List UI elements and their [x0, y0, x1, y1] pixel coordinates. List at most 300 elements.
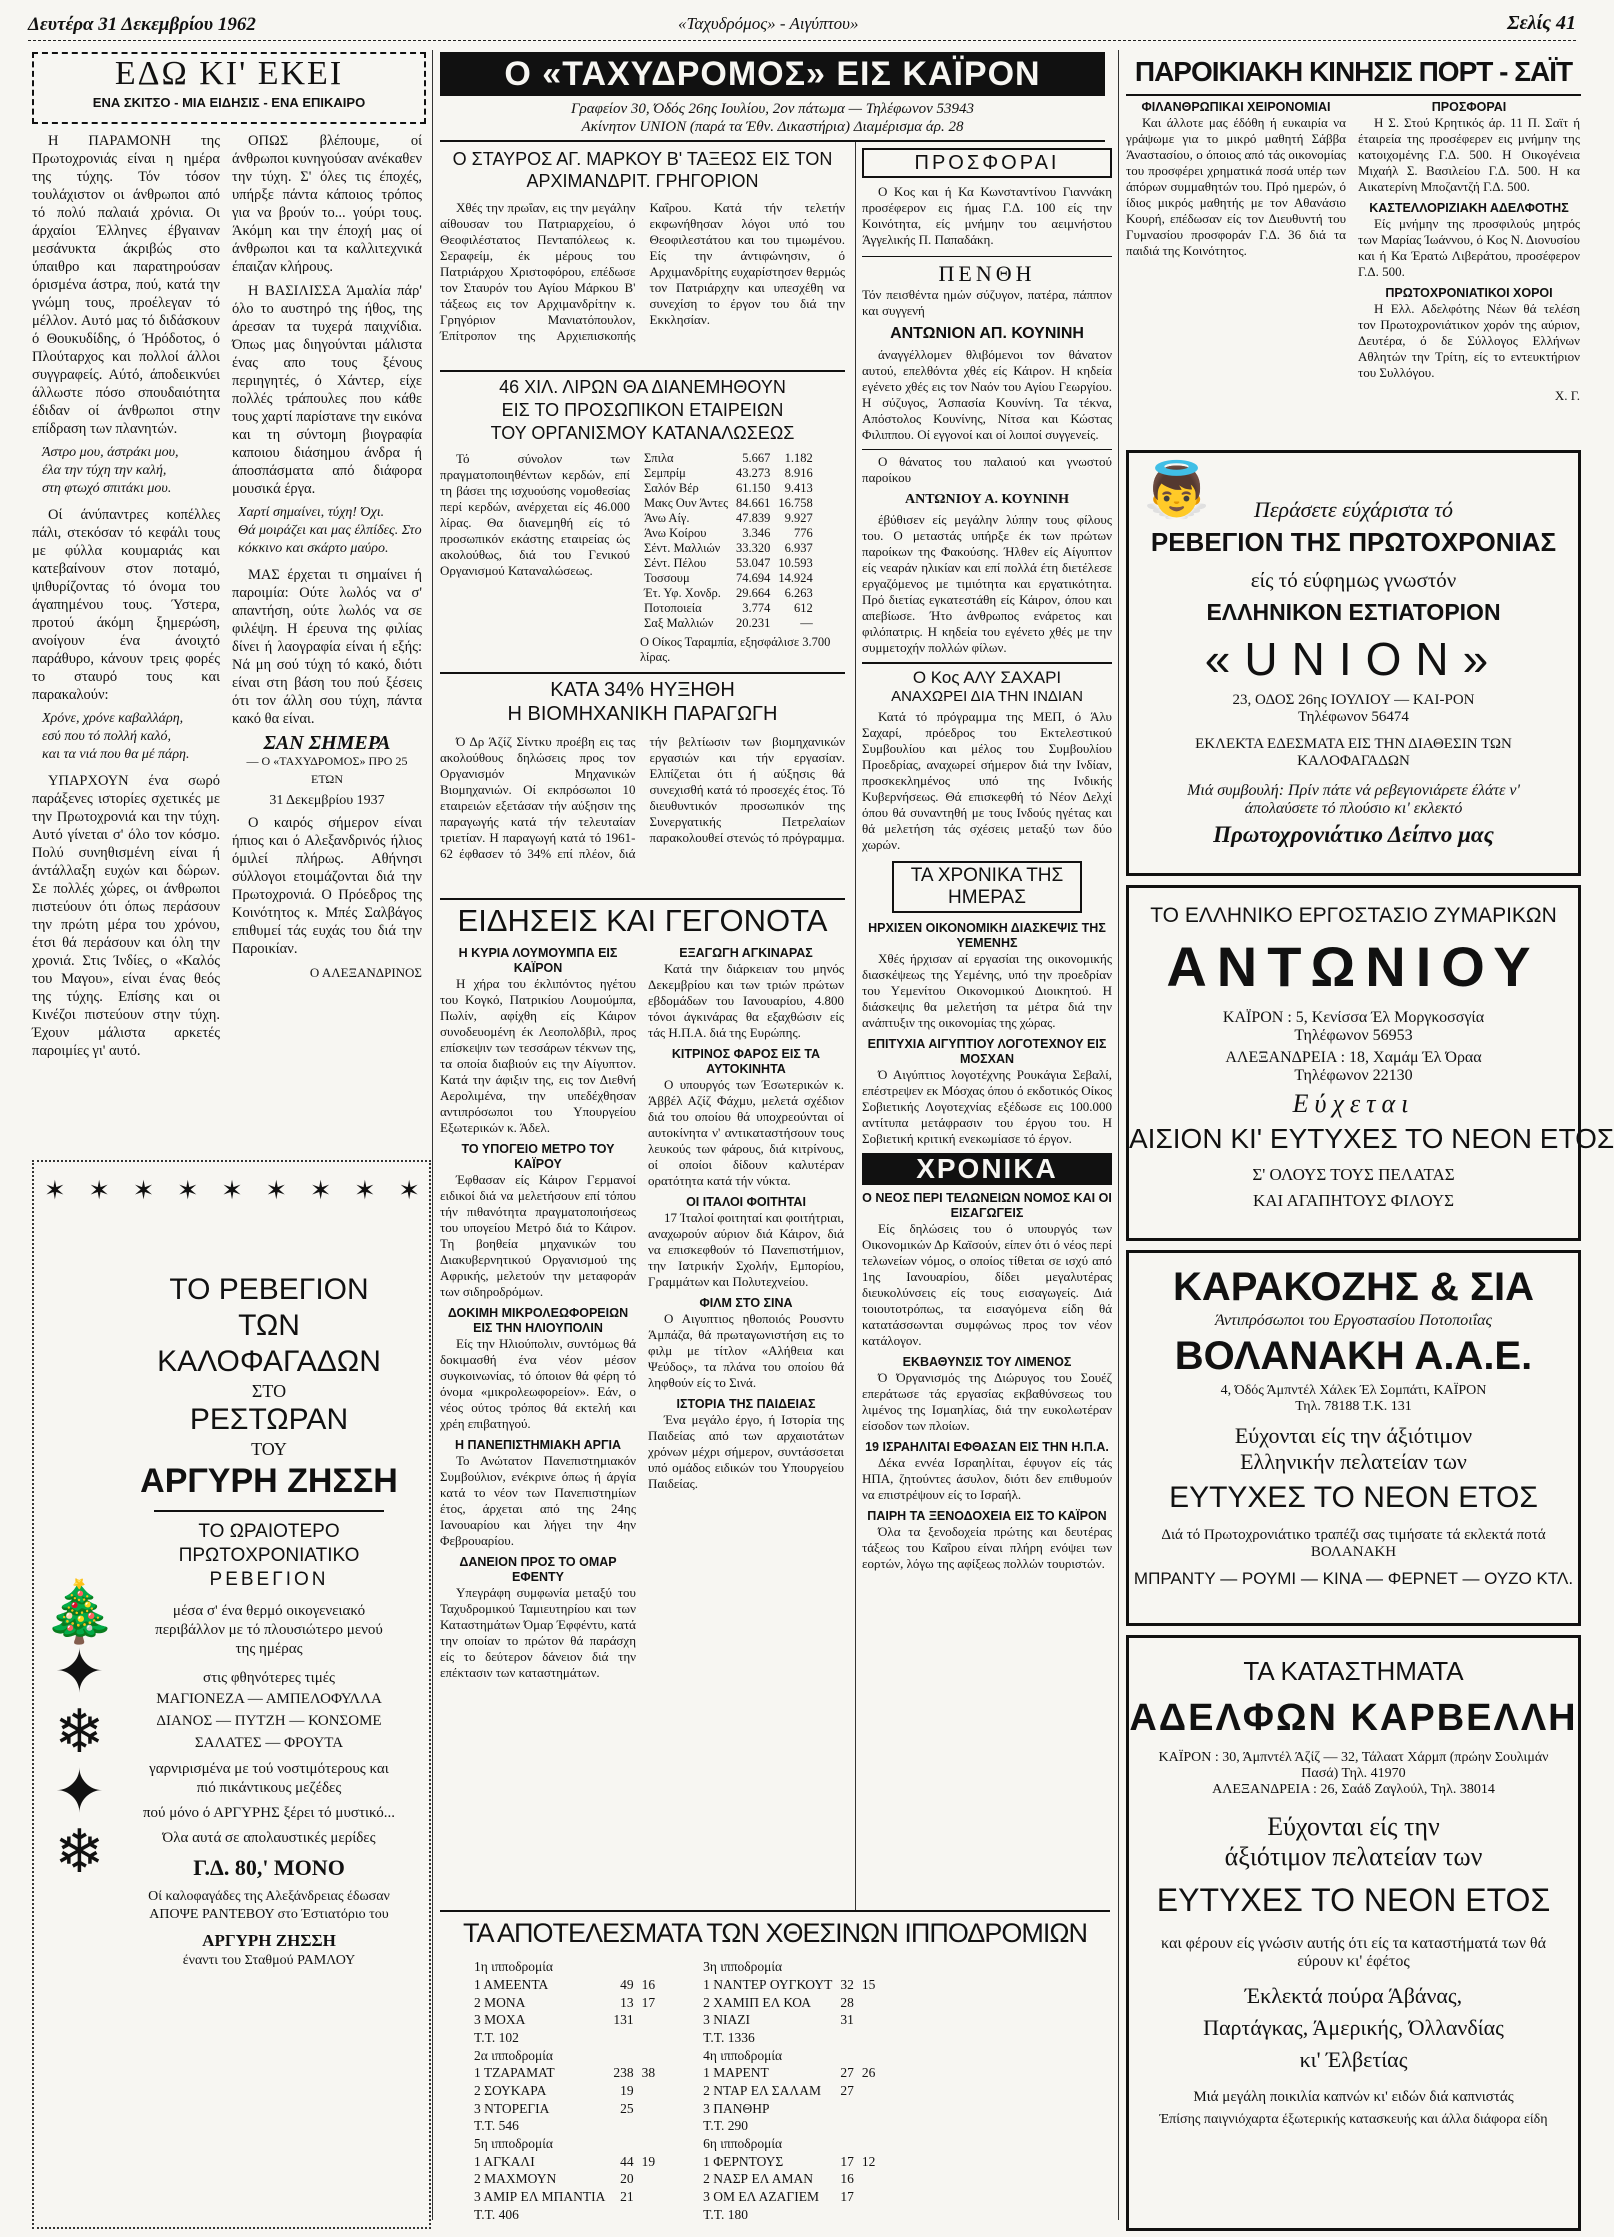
paragraph: Ο Κος και ή Κα Κωνσταντίνου Γιαννάκη προσέφερον εις ήμας Γ.Δ. 100 είς την Κοινότητα, είς μνήμην του αειμνήστου Άγγελικής Π. Παπαδάκη.: [862, 184, 1112, 247]
table-cell: 3 ΝΤΟΡΕΓΙΑ: [474, 2100, 550, 2116]
ad-line: Έπίσης παιγνιόχαρτα έξωτερικής κατασκευής και άλλα διάφορα είδη: [1159, 2112, 1548, 2127]
race-row: [470, 2205, 659, 2223]
race-row: [699, 2011, 879, 2029]
table-cell: 27: [840, 2082, 854, 2098]
news-headline: Ο ΝΕΟΣ ΠΕΡΙ ΤΕΛΩΝΕΙΩΝ ΝΟΜΟΣ ΚΑΙ ΟΙ ΕΙΣΑΓΩΓΕΙΣ: [862, 1191, 1112, 1220]
lira-row: [640, 496, 817, 511]
table-cell: 9.927: [784, 511, 813, 525]
ad-line: Εύχονται είς την άξιότιμον: [1234, 1423, 1473, 1448]
news-headline: ΤΟ ΥΠΟΓΕΙΟ ΜΕΤΡΟ ΤΟΥ ΚΑΪΡΟΥ: [461, 1142, 615, 1171]
table-cell: 2 ΧΑΜΙΠ ΕΛ ΚΟΑ: [703, 1994, 812, 2010]
table-cell: [609, 2117, 637, 2135]
news-section-title: ΕΙΔΗΣΕΙΣ ΚΑΙ ΓΕΓΟΝΟΤΑ: [457, 903, 828, 938]
news-items: [440, 946, 845, 1680]
news-col-right: [648, 946, 844, 1687]
lira-row: [640, 451, 817, 466]
lira-row: [640, 616, 817, 631]
ad-line: ΣΑΛΑΤΕΣ — ΦΡΟΥΤΑ: [194, 1735, 344, 1751]
ad-brand: «UNION»: [1204, 633, 1503, 685]
news-headline: ΠΑΙΡΗ ΤΑ ΞΕΝΟΔΟΧΕΙΑ ΕΙΣ ΤΟ ΚΑΪΡΟΝ: [867, 1509, 1107, 1523]
table-cell: 6.263: [784, 586, 813, 600]
ad-line: Έκλεκτά πούρα Άβάνας,: [1244, 1983, 1463, 2008]
ad-line: ΤΟ ΩΡΑΙΟΤΕΡΟ: [198, 1521, 340, 1542]
paragraph: Ό Δρ Άζίζ Σίντκυ προέβη εις τας ακολούθους δηλώσεις προς τον Οργανισμόν Μηχανικών Βιομηχανιών. Οί εκπρόσωποι 10 εταιρειών εξετάσαν τήν αύξησιν της παραγωγής κατά τήν τελευταίαν τριετίαν. Η παραγωγή κατά τό 1961-62 έφθασεν τό 34% επί πλέον, διά τήν βελτίωσιν των βιομηχανικών εργασιών και τήν εργασίαν. Ελπίζεται ότι ή αύξησις θά συνεχισθή κατά τό προσεχές έτος. Τό διευθυντικόν προσωπικόν της Συνεργατικής Πετρελαίων παρακολουθεί στενώς τό πρόγραμμα.: [440, 734, 845, 861]
table-cell: Μακς Ουν Άντες: [644, 496, 729, 510]
race-row: [699, 2188, 879, 2206]
poem-line: και τα νιά που θα μέ πάρη.: [42, 747, 190, 762]
race-row: [699, 2205, 879, 2223]
races-results: [470, 1958, 1090, 2223]
news-headline: ΚΙΤΡΙΝΟΣ ΦΑΡΟΣ ΕΙΣ ΤΑ ΑΥΤΟΚΙΝΗΤΑ: [671, 1047, 821, 1076]
table-cell: [638, 2046, 660, 2064]
article-body: [862, 184, 1112, 248]
table-cell: Σέντ. Πέλου: [644, 556, 707, 570]
news-headline: ΚΑΣΤΕΛΛΟΡΙΖΙΑΚΗ ΑΔΕΛΦΟΤΗΣ: [1369, 201, 1569, 215]
race-row: [470, 2135, 659, 2153]
ad-reveillon-zissis: [32, 1160, 431, 2229]
poem-line: Θά μοιράζει και μας έλπίδες. Στο: [238, 523, 422, 538]
race-row: [470, 2011, 659, 2029]
ad-line: Οί καλοφαγάδες της Αλεξάνδρειας έδωσαν ΑΠΟΨΕ ΡΑΝΤΕΒΟΥ στο Έστιατόριο του: [148, 1889, 390, 1922]
table-cell: [638, 2029, 660, 2047]
ad-line: ΤΟ ΡΕΒΕΓΙΟΝ: [169, 1273, 369, 1306]
table-cell: [858, 2046, 880, 2064]
lira-note: Ο Οίκος Ταραμπία, εξησφάλισε 3.700 λίρας.: [640, 635, 831, 664]
poem-line: εσύ που τό πολλή καλό,: [42, 729, 172, 744]
port-said-banner: [1126, 52, 1581, 92]
news-headline: ΟΙ ΙΤΑΛΟΙ ΦΟΙΤΗΤΑΙ: [686, 1195, 806, 1209]
col3: [862, 148, 1112, 1908]
news-headline: ΦΙΛΜ ΣΤΟ ΣΙΝΑ: [699, 1296, 793, 1310]
race-row: [699, 1993, 879, 2011]
article-headline: Ο Κος ΑΛΥ ΣΑΧΑΡΙ: [862, 662, 1112, 688]
table-cell: Άνω Αίγ.: [644, 511, 690, 525]
table-cell: [638, 2135, 660, 2153]
table-cell: 61.150: [736, 481, 771, 495]
race-row: [699, 2099, 879, 2117]
table-cell: [836, 2046, 858, 2064]
news-headline: ΙΣΤΟΡΙΑ ΤΗΣ ΠΑΙΔΕΙΑΣ: [676, 1397, 816, 1411]
ad-line: ΠΡΩΤΟΧΡΟΝΙΑΤΙΚΟ: [178, 1545, 360, 1566]
paragraph: Υπεγράφη συμφωνία μεταξύ του Ταχυδρομικού Ταμιευτηρίου και των Καταστημάτων Όμαρ Έφφέντυ, κατά την οποίαν το πρώτον θά παράσχη είς το δεύτερον δάνειον διά την επέκτασιν των καταστημάτων.: [440, 1585, 636, 1680]
news-headline: ΠΡΟΣΦΟΡΑΙ: [1431, 100, 1507, 114]
poem-line: Χρόνε, χρόνε καβαλλάρη,: [42, 711, 184, 726]
table-cell: 2 ΝΑΣΡ ΕΛ ΑΜΑΝ: [703, 2171, 814, 2187]
table-cell: 1η ιπποδρομία: [474, 1959, 553, 1975]
section-title: ΠΕΝΘΗ: [862, 256, 1112, 287]
lira-row: [640, 481, 817, 496]
race-row: [470, 2082, 659, 2100]
paper-name: «Ταχυδρόμος» - Αιγύπτου»: [678, 14, 859, 33]
table-cell: 612: [794, 601, 813, 615]
news-headline: ΠΡΩΤΟΧΡΟΝΙΑΤΙΚΟΙ ΧΟΡΟΙ: [1385, 286, 1553, 300]
ad-brand: ΒΟΛΑΝΑΚΗ Α.Α.Ε.: [1174, 1334, 1533, 1378]
ad-line: ΑΡΓΥΡΗ ΖΗΣΣΗ: [140, 1462, 398, 1500]
lira-row: [640, 586, 817, 601]
ad-line: Διά τό Πρωτοχρονιάτικο τραπέζι σας τιμήσατε τά εκλεκτά ποτά ΒΟΛΑΝΑΚΗ: [1161, 1527, 1546, 1560]
table-cell: 6η ιπποδρομία: [703, 2135, 783, 2151]
table-cell: 10.593: [778, 556, 813, 570]
table-cell: 17: [641, 1994, 656, 2010]
news-headline: ΕΚΒΑΘΥΝΣΙΣ ΤΟΥ ΛΙΜΕΝΟΣ: [902, 1355, 1072, 1369]
table-cell: [858, 2205, 880, 2223]
race-row: [470, 1976, 659, 1994]
table-cell: [609, 2135, 637, 2153]
ad-line: ΑΙΣΙΟΝ ΚΙ' ΕΥΤΥΧΕΣ ΤΟ ΝΕΟΝ ΕΤΟΣ: [1129, 1123, 1614, 1154]
table-cell: 21: [620, 2188, 634, 2204]
table-cell: 17: [840, 2153, 854, 2169]
news-headline: ΦΙΛΑΝΘΡΩΠΙΚΑΙ ΧΕΙΡΟΝΟΜΙΑΙ: [1141, 100, 1331, 114]
table-cell: 16: [641, 1976, 656, 1992]
table-cell: [836, 2205, 858, 2223]
table-cell: 8.916: [784, 466, 813, 480]
col1-left-text: [32, 132, 220, 1066]
today-subtitle: — Ο «ΤΑΧΥΔΡΟΜΟΣ» ΠΡΟ 25 ΕΤΩΝ: [246, 754, 408, 786]
xronika-logo: ΧΡΟΝΙΚΑ: [862, 1153, 1112, 1185]
table-cell: [858, 2099, 880, 2117]
paragraph: Κατά τό πρόγραμμα της ΜΕΠ, ό Άλυ Σαχαρί, πρόεδρος του Εκτελεστικού Συμβουλίου και μέλος του Συμβουλίου Προεδρίας, αναχωρεί σήμερον διά την Ινδίαν, προσκεκλημένος υπό της Ινδικής Κυβερνήσεως. Θά επισκεφθή τό Νέον Δελχί όπου θά συναντηθή με τους Ινδούς ηγέτας και θά μελετήση τάς σχέσεις μεταξύ των δύο χωρών.: [862, 709, 1112, 852]
table-cell: 1.182: [784, 451, 813, 465]
news-headline: 19 ΙΣΡΑΗΛΙΤΑΙ ΕΦΘΑΣΑΝ ΕΙΣ ΤΗΝ Η.Π.Α.: [865, 1440, 1109, 1454]
article-lira: [440, 376, 845, 666]
ad-union-restaurant: [1126, 450, 1581, 876]
table-cell: 1 ΑΓΚΑΛΙ: [474, 2153, 535, 2169]
paragraph: Τόν πεισθέντα ημών σύζυγον, πατέρα, πάππον και συγγενή: [862, 287, 1112, 318]
table-cell: 17: [840, 2188, 854, 2204]
ad-line: 4, Όδός Άμπντέλ Χάλεκ Έλ Σομπάτι, ΚΑΪΡΟΝ: [1220, 1383, 1487, 1398]
news-headline: Η ΠΑΝΕΠΙΣΤΗΜΙΑΚΗ ΑΡΓΙΑ: [455, 1438, 621, 1452]
race-row: [470, 2064, 659, 2082]
table-cell: 5η ιπποδρομία: [474, 2135, 553, 2151]
col1-right-text: [232, 132, 422, 1066]
paragraph: ΜΑΣ έρχεται τι σημαίνει ή παροιμία: Ούτε λωλός να σ' απαντήση, ούτε λωλός να σε φιλέψη. Η έρευνα της φιλίας δίνει ή λαογραφία είναι ή εξής: Νά μη σού τύχη τό κακό, διότι είναι στη βάση του πού ξέσεις ότι τον άλλη σου τύχη, πάντα κακό θα είναι.: [232, 567, 422, 727]
ad-line: Σ' ΟΛΟΥΣ ΤΟΥΣ ΠΕΛΑΤΑΣ: [1252, 1165, 1455, 1184]
ad-line: ΤΑ ΚΑΤΑΣΤΗΜΑΤΑ: [1243, 1656, 1464, 1686]
ad-line: στις φθηνότερες τιμές: [203, 1670, 335, 1686]
news-headline: ΔΟΚΙΜΗ ΜΙΚΡΟΛΕΩΦΟΡΕΙΩΝ ΕΙΣ ΤΗΝ ΗΛΙΟΥΠΟΛΙΝ: [447, 1306, 629, 1335]
ad-line: κι' Έλβετίας: [1299, 2047, 1408, 2072]
table-cell: 13: [620, 1994, 634, 2010]
ad-line: ΚΑΪΡΟΝ : 30, Άμπντέλ Άζίζ — 32, Τάλαατ Χάρμπ (πρώην Σουλιμάν Πασά) Τηλ. 41970: [1158, 1750, 1549, 1781]
table-cell: [609, 1958, 637, 1976]
table-cell: 3 ΝΙΑΖΙ: [703, 2012, 750, 2028]
table-cell: 19: [641, 2153, 656, 2169]
race-row: [470, 2029, 659, 2047]
table-cell: 3 ΠΑΝΘΗΡ: [703, 2100, 770, 2116]
table-cell: [858, 2011, 880, 2029]
table-cell: [858, 2135, 880, 2153]
ad-line: ΚΑΙ ΑΓΑΠΗΤΟΥΣ ΦΙΛΟΥΣ: [1252, 1191, 1455, 1210]
article-body: [440, 734, 845, 862]
paragraph: Χθές ήρχισαν αί εργασίαι της οικονομικής διασκέψεως της Υεμένης, υπό την προεδρίαν του Υεμενίτου Οικονομικού Διοικητού. Η διάσκεψις θα μελετήση τα μέτρα διά την ανάπτυξιν της οικονομίας της χώρας.: [862, 951, 1112, 1030]
table-cell: 29.664: [736, 586, 771, 600]
table-cell: 3.774: [742, 601, 771, 615]
paragraph: Δέκα εννέα Ισραηλίται, έφυγον είς τάς ΗΠΑ, ζητούντες άσυλον, διότι δεν επιθυμούν να επιστρέψουν είς το Ισραήλ.: [862, 1455, 1112, 1502]
paragraph: Η Σ. Στού Κρητικός άρ. 11 Π. Σαϊτ ή έταιρεία της προσέφερεν εις μνήμην της κατοιχομένης Γ.Δ. 500. Η Οικογένεια Μιχαήλ Σ. Βασιλείου Γ.Δ. 500. Η κα Αικατερίνη Μποζαντζή Γ.Δ. 500.: [1358, 115, 1580, 194]
table-cell: [836, 2029, 858, 2047]
ad-line: Μιά μεγάλη ποικιλία καπνών κι' ειδών διά καπνιστάς: [1193, 2089, 1514, 2105]
table-cell: 43.273: [736, 466, 771, 480]
col1-title-box: [32, 52, 426, 124]
table-cell: [858, 1993, 880, 2011]
paragraph: Η χήρα του έκλιπόντος ηγέτου του Κογκό, Πατρικίου Λουμούμπα, Πωλίν, αφίχθη είς Κάιρον συνοδευομένη έκ Λεοπολδβιλ, προς επίσκεψιν των τεσσάρων τέκνων της, τα οποία διαβιούν εις την Αίγυπτον. Κατά την άφιξιν της, εις τον Διεθνή Αερολιμένα, την υπεδέχθησαν αντιπρόσωποι του Υπουργείου Εξωτερικών κ. Άδελ.: [440, 976, 636, 1135]
table-cell: 38: [641, 2065, 656, 2081]
race-row: [699, 2046, 879, 2064]
ad-line: ΕΛΛΗΝΙΚΟΝ ΕΣΤΙΑΤΟΡΙΟΝ: [1206, 599, 1501, 625]
deceased-name: ΑΝΤΩΝΙΟΝ ΑΠ. ΚΟΥΝΙΝΗ: [890, 325, 1084, 342]
ad-line: Πρωτοχρονιάτικο Δείπνο μας: [1213, 822, 1494, 847]
article-headline: Ο ΣΤΑΥΡΟΣ ΑΓ. ΜΑΡΚΟΥ Β' ΤΑΞΕΩΣ ΕΙΣ ΤΟΝ ΑΡΧΙΜΑΝΔΡΙΤ. ΓΡΗΓΟΡΙΟΝ: [452, 149, 833, 191]
table-cell: [858, 1958, 880, 1976]
ad-line: ΤΟΥ: [251, 1439, 287, 1459]
lira-row: [640, 511, 817, 526]
poem: [232, 504, 422, 558]
table-cell: 2 ΣΟΥΚΑΡΑ: [474, 2082, 547, 2098]
news-headline: Η ΚΥΡΙΑ ΛΟΥΜΟΥΜΠΑ ΕΙΣ ΚΑΪΡΟΝ: [458, 946, 618, 975]
ad-line: και φέρουν είς γνώσιν αυτής ότι είς τα καταστήματά των θά εύρουν κι' έφέτος: [1161, 1935, 1546, 1970]
table-cell: 19: [620, 2082, 634, 2098]
ad-line: Τηλ. 78188 Τ.Κ. 131: [1295, 1399, 1412, 1414]
masthead-strip: [28, 10, 1576, 41]
race-row: [470, 2099, 659, 2117]
table-cell: 16.758: [778, 496, 813, 510]
ad-line: ΤΩΝ ΚΑΛΟΦΑΓΑΔΩΝ: [157, 1309, 381, 1378]
table-cell: 6.937: [784, 541, 813, 555]
section-title: ΤΑ ΧΡΟΝΙΚΑ ΤΗΣ ΗΜΕΡΑΣ: [910, 865, 1064, 908]
table-cell: Τ.Τ. 406: [474, 2206, 519, 2222]
table-cell: [638, 2188, 660, 2206]
page-number: Σελίς 41: [1507, 12, 1576, 34]
table-cell: Σαξ Μαλλιών: [644, 616, 714, 630]
race-row: [699, 2170, 879, 2188]
ad-karvelli-stores: [1126, 1635, 1581, 2231]
table-cell: [638, 2082, 660, 2100]
paragraph: Τό σύνολον των πραγματοποιηθέντων κερδών, επί τη βάσει της ισχυούσης νομοθεσίας περί κερδών, ανέρχεται είς 46.000 λίρας. Θα διανεμηθή είς τό προσωπικόν εκάστης εταιρείας ώς ακολούθως, διά του Γενικού Οργανισμού Καταναλώσεως.: [440, 451, 630, 578]
paragraph: Κατά την διάρκειαν του μηνός Δεκεμβρίου και των τριών πρώτων εβδομάδων του Ιανουαρίου, 4.800 τόνοι άγκινάρας θα εξαχθώσιν είς τάς Η.Π.Α. διά της Ευρώπης.: [648, 961, 844, 1040]
table-cell: 4η ιπποδρομία: [703, 2047, 783, 2063]
paragraph: Ο υπουργός των Έσωτερικών κ. Άββέλ Αζίζ Φάχμυ, μελετά σχέδιον διά του οποίου θά υποχρεούνται οί αυτοκίνητα ν' αντικαταστήσουν τους λευκούς των φάρους, διά κιτρίνους, οί οποίοι δίδουν καλυτέραν ορατότητα κατά τήν νύκτα.: [648, 1077, 844, 1188]
article-headline: ΤΟΥ ΟΡΓΑΝΙΣΜΟΥ ΚΑΤΑΝΑΛΩΣΕΩΣ: [490, 423, 795, 443]
lira-distribution-table: [640, 451, 817, 631]
race-row: [470, 2188, 659, 2206]
poem-line: Χαρτί σημαίνει, τύχη! Όχι.: [238, 505, 385, 520]
ad-line: Άντιπρόσωποι του Εργοστασίου Ποτοποιΐας: [1214, 1312, 1493, 1329]
table-cell: 12: [861, 2153, 876, 2169]
paragraph: Είς μνήμην της προσφιλούς μητρός των Μαρίας Ίωάννου, ό Κος Ν. Διονυσίου και ή Κα Έρατώ Λιβεράτου, προσέφερον Γ.Δ. 500.: [1358, 216, 1580, 279]
table-cell: [638, 1958, 660, 1976]
table-cell: 2 ΜΑΧΜΟΥΝ: [474, 2171, 557, 2187]
issue-date: Δευτέρα 31 Δεκεμβρίου 1962: [28, 14, 256, 35]
ad-line: Εύχεται: [1292, 1089, 1415, 1118]
news-headline: ΔΑΝΕΙΟΝ ΠΡΟΣ ΤΟ ΟΜΑΡ ΕΦΕΝΤΥ: [459, 1555, 617, 1584]
table-cell: Άνω Κοίρου: [644, 526, 707, 540]
port-said-news: [1126, 100, 1581, 440]
table-cell: 31: [840, 2012, 854, 2028]
table-cell: [609, 2046, 637, 2064]
ad-line: Παρτάγκας, Άμερικής, Όλλανδίας: [1203, 2015, 1504, 2040]
paragraph: Ό Αιγύπτιος λογοτέχνης Ρουκάγια Σεβαλί, επέστρεψεν εκ Μόσχας όπου ό εκδοτικός Οίκος Σοβιετικής Λογοτεχνίας εξέδωσε εις 100.000 αντίτυπα μετάφρασιν του έργου του. Η Σοβιετική κριτική ενεκωμίασε τό έργον.: [862, 1067, 1112, 1146]
race-row: [699, 2117, 879, 2135]
ad-line: ΣΤΟ: [251, 1381, 287, 1401]
ad-line: ΕΥΤΥΧΕΣ ΤΟ ΝΕΟΝ ΕΤΟΣ: [1156, 1882, 1551, 1918]
race-row: [699, 2082, 879, 2100]
col1-signature: Ο ΑΛΕΞΑΝΔΡΙΝΟΣ: [309, 965, 422, 980]
table-cell: Έτ. Υφ. Χονδρ.: [644, 586, 721, 600]
ad-line: Μιά συμβουλή: Πρίν πάτε νά ρεβεγιονιάρετε έλάτε ν' άπολαύσετε τό πλούσιο κι' εκλεκτό: [1187, 782, 1520, 817]
table-cell: 1 ΦΕΡΝΤΟΥΣ: [703, 2153, 784, 2169]
table-cell: [638, 2170, 660, 2188]
cairo-address-1: Γραφείον 30, Όδός 26ης Ιουλίου, 2ον πάτωμα — Τηλέφωνον 53943: [570, 101, 975, 117]
ad-line: άξιότιμον πελατείαν των: [1224, 1842, 1483, 1871]
table-cell: Τ.Τ. 290: [703, 2118, 748, 2134]
race-row: [470, 1958, 659, 1976]
table-cell: 1 ΑΜΕΕΝΤΑ: [474, 1976, 549, 1992]
garland-icon: ✶ ✶ ✶ ✶ ✶ ✶ ✶ ✶ ✶: [44, 1176, 429, 1205]
poem-line: έλα την τύχη την καλή,: [42, 463, 167, 478]
news-headline: ΕΞΑΓΩΓΗ ΑΓΚΙΝΑΡΑΣ: [679, 946, 813, 960]
table-cell: 2 ΜΟΝΑ: [474, 1994, 526, 2010]
table-cell: [858, 2117, 880, 2135]
ad-line: γαρνιρισμένα με τού νοστιμότερους και πιό πικάντικους μεζέδες: [149, 1761, 389, 1796]
ad-line: μέσα σ' ένα θερμό οικογενειακό περιβάλλον με τό πλουσιώτερο μενού της ημέρας: [155, 1603, 383, 1657]
table-cell: Τ.Τ. 546: [474, 2118, 519, 2134]
table-cell: 5.667: [742, 451, 771, 465]
paragraph: Η ΠΑΡΑΜΟΝΗ της Πρωτοχρονιάς είναι η ημέρα της τύχης. Τόν τόσον τουλάχιστον οι άνθρωποι από τό πολύ παλαιά χρόνια. Οι άρχαίοι Έλληνες έβγαιναν μεσάνυκτα άκριβώς στο ύπαιθρο και παρατηρούσαν όρισμένα άστρα, πού, κατά την γνώμη τους, προέλεγαν τό μέλλον. Αυτό μας τό διδάσκουν ό Θουκυδίδης, ό Ήρόδοτος, ό Πλούταρχος και πολλοί άλλοι συγγραφείς. Αύτό, άποδεικνύει άλλωστε πόσο σπουδαιότητα έδιδαν οί άνθρωποι στην επίδραση των πλανητών.: [32, 133, 220, 437]
table-cell: [858, 2188, 880, 2206]
table-cell: 2α ιπποδρομία: [474, 2047, 554, 2063]
article-headline: 46 ΧΙΛ. ΛΙΡΩΝ ΘΑ ΔΙΑΝΕΜΗΘΟΥΝ: [499, 377, 786, 397]
table-cell: 238: [613, 2065, 634, 2081]
table-cell: 20.231: [736, 616, 771, 630]
article-subheadline: ΑΝΑΧΩΡΕΙ ΔΙΑ ΤΗΝ ΙΝΔΙΑΝ: [891, 688, 1083, 705]
ad-line: ΑΡΓΥΡΗ ΖΗΣΣΗ: [202, 1931, 336, 1950]
paragraph: Ό Όργανισμός της Διώρυγος του Σουέζ επεράτωσε τάς εργασίας εκβαθύνσεως του λιμένος της Ισμαηλίας, διά την ευκολωτέραν είσοδον των πλοίων.: [862, 1370, 1112, 1433]
paragraph: Είς δηλώσεις του ό υπουργός των Οικονομικών Δρ Καϊσούν, είπεν ότι ό νέος περί τελωνείων νόμος, ο οποίος τίθεται σε ισχύ από 1ης Ιανουαρίου, δίδει μεγαλυτέρας διευκολύνσεις είς τους εισαγωγείς. Διά τοιουτοτρόπως, τα εισαγόμενα είδη θά κατατάσσωνται συμφώνως προς τον νέον κατάλογον.: [862, 1221, 1112, 1348]
table-cell: Ποτοποιεία: [644, 601, 702, 615]
lira-row: [640, 541, 817, 556]
lira-row: [640, 556, 817, 571]
ad-brand: ΑΔΕΛΦΩΝ ΚΑΡΒΕΛΛΗ: [1129, 1697, 1578, 1739]
paragraph: 17 Ίταλοί φοιτηταί και φοιτήτριαι, αναχωρούν αύριον διά Κάιρον, διά να επισκεφθούν τό Πανεπιστήμιον, την Ιατρικήν Σχολήν, Εμπορίου, Γραμμάτων και Πολυτεχνείου.: [648, 1210, 844, 1289]
race-row: [699, 2135, 879, 2153]
race-row: [470, 2152, 659, 2170]
poem-line: κόκκινο και σκάρτο μαύρο.: [238, 541, 389, 556]
ad-line: Όλα αυτά σε απολαυστικές μερίδες: [162, 1830, 376, 1846]
paragraph: ΥΠΑΡΧΟΥΝ ένα σωρό παράξενες ιστορίες σχετικές με την Πρωτοχρονιά και την τύχη. Αυτό γίνεται σ' όλο τον κόσμο. Πολύ συνηθισμένη είναι ή άντάλλαξη ευχών και δώρων. Σε πολλές χώρες, οι άνθρωποι πιστεύουν ότι όπως περάσουν την πρώτη μέρα του χρόνου, έτσι θά περάσουν και όλη την χρονιά. Στις Ίνδίες, ο «Καλός του Μαγου», είναι ένας θεός της τύχης. Επίσης και οι Κινέζοι πιστεύουν στην τύχη. Έχουν μάλιστα αρκετές παροιμίες γι' αυτό.: [32, 773, 220, 1059]
ad-line: ΜΠΡΑΝΤΥ — ΡΟΥΜΙ — ΚΙΝΑ — ΦΕΡΝΕΤ — ΟΥΖΟ ΚΤΛ.: [1133, 1569, 1574, 1588]
ad-line: ΕΥΤΥΧΕΣ ΤΟ ΝΕΟΝ ΕΤΟΣ: [1169, 1481, 1538, 1514]
table-cell: Τοσσουμ: [644, 571, 690, 585]
paragraph: έβύθισεν είς μεγάλην λύπην τους φίλους του. Ο μεταστάς υπήρξε έκ των πρώτων παροίκων της Φακούσης. Ήλθεν είς Αίγυπτον είς νεαράν ηλικίαν και επί πολλά έτη διετέλεσε εργαζόμενος με τιμιότητα και εργατικότητα. Πρό διετίας εγκατεστάθη είς Κάιρον, όπου και απεβίωσε. Ήτο άνθρωπος ενάρετος και φιλόπατρις. Η κηδεία του εγένετο χθές με την συμμετοχήν πολλών φίλων.: [862, 512, 1112, 655]
paragraph: Η ΒΑΣΙΛΙΣΣΑ Άμαλία πάρ' όλο το αυστηρό της ήθος, της άρεσαν τα τυχερά παιχνίδια. Όπως μας διηγούνται μάλιστα ένας απο τους ξένους περιηγητές, ό Χάντερ, είχε πολλές τράπουλες που κάθε τους χαρτί παρίστανε την εικόνα και τη σύντομη βιογραφία καποιου διάσημου άνδρα ή άποσπάσματα από διάφορα μουσικά έργα.: [232, 283, 422, 497]
lira-row: [640, 526, 817, 541]
table-cell: Τ.Τ. 180: [703, 2206, 748, 2222]
table-cell: 53.047: [736, 556, 771, 570]
today-title: ΣΑΝ ΣΗΜΕΡΑ: [263, 732, 391, 754]
table-cell: 14.924: [778, 571, 813, 585]
races-title: ΤΑ ΑΠΟΤΕΛΕΣΜΑΤΑ ΤΩΝ ΧΘΕΣΙΝΩΝ ΙΠΠΟΔΡΟΜΙΩΝ: [462, 1918, 1088, 1948]
ad-line: ΔΙΑΝΟΣ — ΠΥΤΖΗ — ΚΟΝΣΟΜΕ: [156, 1713, 382, 1729]
table-cell: [836, 2099, 858, 2117]
table-cell: Σπιλα: [644, 451, 674, 465]
article-body: [440, 451, 630, 665]
lira-row: [640, 571, 817, 586]
paragraph: Και άλλοτε μας έδόθη ή ευκαιρία να γράψωμε για το μικρό μαθητή Σάββα Άναστασίου, ο όποιος από τάς οικονομίας του προσφέρει χρηματικά ποσά υπέρ των άπόρων συμμαθητών του. Πρό ημερών, ό ίδιος μικρός μαθητής με τον Αθανάσιο Κουρή, επέδωσαν είς τον Διευθυντή του Γυμνασίου προσφοράν Γ.Δ. 36 διά τα παιδιά της Κοινότητος.: [1126, 115, 1346, 258]
paragraph: Έφθασαν είς Κάιρον Γερμανοί ειδικοί διά να μελετήσουν επί τόπου τήν πιθανότητα πραγματοποιήσεως του υπογείου Μετρό διά το Κάιρον. Τη βοηθεία μηχανικών του Διακυβερνητικού Οργανισμού της Αφρικής, μελετούν την μεταφοράν των σιδηροδρόμων.: [440, 1172, 636, 1299]
races-table-right: [699, 1958, 879, 2223]
table-cell: 84.661: [736, 496, 771, 510]
ad-line: 23, ΟΔΟΣ 26ης ΙΟΥΛΙΟΥ — ΚΑΙ-ΡΟΝ: [1232, 692, 1475, 708]
table-cell: 74.694: [736, 571, 771, 585]
table-cell: [836, 1958, 858, 1976]
race-row: [699, 2029, 879, 2047]
poem-line: στη φτωχό σπιτάκι μου.: [42, 481, 172, 496]
race-row: [470, 2117, 659, 2135]
table-cell: [638, 2117, 660, 2135]
news-headline: ΕΠΙΤΥΧΙΑ ΑΙΓΥΠΤΙΟΥ ΛΟΓΟΤΕΧΝΟΥ ΕΙΣ ΜΟΣΧΑΝ: [867, 1037, 1107, 1066]
article-stavros: [440, 148, 845, 363]
ad-line: ΡΕΣΤΩΡΑΝ: [189, 1403, 349, 1436]
article-headline: ΕΙΣ ΤΟ ΠΡΟΣΩΠΙΚΟΝ ΕΤΑΙΡΕΙΩΝ: [501, 400, 784, 420]
table-cell: 49: [620, 1976, 634, 1992]
ad-line: ΑΛΕΞΑΝΔΡΕΙΑ : 26, Σαάδ Ζαγλούλ, Τηλ. 38014: [1212, 1782, 1495, 1797]
ad-line: Ελληνικήν πελατείαν των: [1240, 1449, 1467, 1474]
ad-line: ΑΛΕΞΑΝΔΡΕΙΑ : 18, Χαμάμ Έλ Όραα: [1225, 1049, 1482, 1066]
cairo-banner: [440, 52, 1105, 96]
table-cell: 25: [620, 2100, 634, 2116]
ad-brand: ΚΑΡΑΚΟΖΗΣ & ΣΙΑ: [1173, 1265, 1534, 1309]
ad-line: Τηλέφωνον 56953: [1294, 1027, 1413, 1044]
ad-line: ΤΟ ΕΛΛΗΝΙΚΟ ΕΡΓΟΣΤΑΣΙΟ ΖΥΜΑΡΙΚΩΝ: [1150, 904, 1557, 927]
table-cell: 2 ΝΤΑΡ ΕΛ ΣΑΛΑΜ: [703, 2082, 821, 2098]
ad-line: πού μόνο ό ΑΡΓΥΡΗΣ ξέρει τό μυστικό...: [142, 1805, 395, 1821]
paragraph: Ο θάνατος του παλαιού και γνωστού παροίκου: [862, 454, 1112, 485]
table-cell: [609, 2205, 637, 2223]
col1-subtitle: ΕΝΑ ΣΚΙΤΣΟ - ΜΙΑ ΕΙΔΗΣΙΣ - ΕΝΑ ΕΠΙΚΑΙΡΟ: [92, 95, 366, 110]
ad-line: Τηλέφωνον 22130: [1294, 1067, 1413, 1084]
table-cell: Τ.Τ. 1336: [703, 2029, 755, 2045]
lira-row: [640, 466, 817, 481]
cairo-address-2: Ακίνητον UNION (παρά τα Έθν. Δικαστήρια) Διαμέρισμα άρ. 28: [581, 119, 964, 135]
article-body: [440, 200, 845, 344]
ad-line: ΡΕΒΕΓΙΟΝ ΤΗΣ ΠΡΩΤΟΧΡΟΝΙΑΣ: [1150, 527, 1557, 557]
table-cell: 32: [840, 1976, 854, 1992]
ad-brand: ΑΝΤΩΝΙΟΥ: [1166, 935, 1541, 998]
article-headline: ΚΑΤΑ 34% ΗΥΞΗΘΗ: [550, 679, 735, 701]
lira-row: [640, 601, 817, 616]
table-cell: —: [800, 616, 813, 630]
poem-line: Άστρο μου, άστράκι μου,: [42, 445, 179, 460]
table-cell: 3η ιπποδρομία: [703, 1959, 783, 1975]
paragraph: ΟΠΩΣ βλέπουμε, οί άνθρωποι κυνηγούσαν ανέκαθεν την τύχη. Σ' όλες τις έποχές, υπήρξε πάντα κάποιος τρόπος για να βρούν το... γούρι τους. Άκόμη και την έποχή μας οί άνθρωποι και τα καλλιτεχνικά έπαιζαν κλήρους.: [232, 133, 422, 275]
race-row: [470, 2046, 659, 2064]
table-cell: [638, 2011, 660, 2029]
race-row: [699, 2152, 879, 2170]
xronika-box: [892, 861, 1082, 913]
table-cell: [609, 2029, 637, 2047]
banner-title: Ο «ΤΑΧΥΔΡΟΜΟΣ» ΕΙΣ ΚΑΪΡΟΝ: [504, 55, 1041, 93]
col4-signature: Χ. Γ.: [1554, 388, 1580, 403]
race-row: [699, 1976, 879, 1994]
table-cell: 776: [794, 526, 813, 540]
ad-line: έναντι του Σταθμού ΡΑΜΛΟΥ: [182, 1953, 356, 1968]
table-cell: 9.413: [784, 481, 813, 495]
table-cell: 27: [840, 2065, 854, 2081]
table-cell: 20: [620, 2171, 634, 2187]
paragraph: Όλα τα ξενοδοχεία πρώτης και δευτέρας τάξεως του Καΐρου είναι πλήρη ενόψει των εορτών, λόγω της αφίξεως πολλών τουριστών.: [862, 1524, 1112, 1571]
table-cell: 1 ΝΑΝΤΕΡ ΟΥΓΚΟΥΤ: [703, 1976, 833, 1992]
ad-antoniou-pasta: [1126, 885, 1614, 1241]
